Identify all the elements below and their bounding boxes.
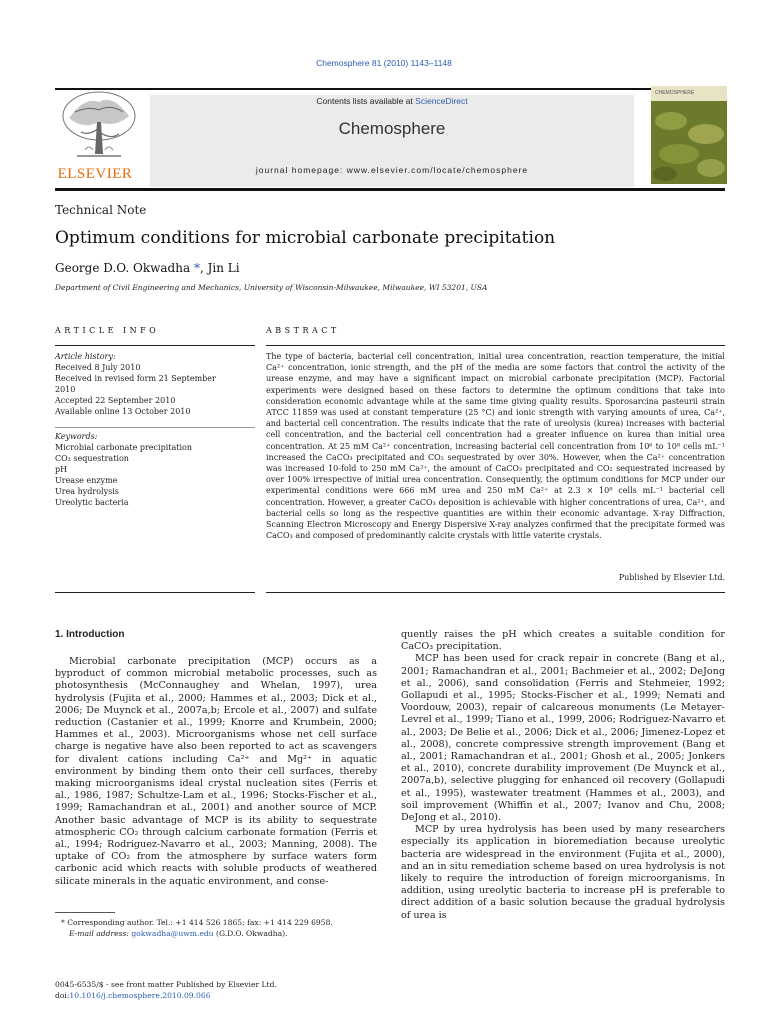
header-bottom-rule bbox=[55, 188, 725, 191]
article-title: Optimum conditions for microbial carbonate precipitation bbox=[55, 228, 556, 248]
corresponding-author-mark[interactable]: * bbox=[193, 261, 200, 275]
corresponding-author-note: * Corresponding author. Tel.: +1 414 526 1865; fax: +1 414 229 6958. bbox=[61, 918, 333, 927]
abstract-rule bbox=[266, 345, 725, 346]
author-affiliation: Department of Civil Engineering and Mechanics, University of Wisconsin-Milwaukee, Milwaukee, WI 53201, USA bbox=[55, 283, 488, 292]
author-list: George D.O. Okwadha *, Jin Li bbox=[55, 261, 240, 275]
article-info-heading: ARTICLE INFO bbox=[55, 326, 160, 335]
keyword: Urea hydrolysis bbox=[55, 487, 119, 496]
publisher-name[interactable]: ELSEVIER bbox=[57, 166, 133, 182]
intro-paragraph: quently raises the pH which creates a suitable condition for CaCO₃ precipitation. bbox=[401, 629, 725, 653]
header-top-rule bbox=[55, 88, 725, 90]
section-heading-introduction: 1. Introduction bbox=[55, 629, 125, 640]
published-by: Published by Elsevier Ltd. bbox=[618, 573, 725, 582]
keyword: Microbial carbonate precipitation bbox=[55, 443, 192, 452]
keyword: Urease enzyme bbox=[55, 476, 118, 485]
journal-homepage[interactable]: journal homepage: www.elsevier.com/locate/chemosphere bbox=[255, 165, 529, 175]
footnote-rule bbox=[55, 912, 115, 913]
author-name: Jin Li bbox=[207, 261, 240, 275]
abstract-heading: ABSTRACT bbox=[266, 326, 340, 335]
info-rule bbox=[55, 345, 255, 346]
author-name: George D.O. Okwadha bbox=[55, 261, 191, 275]
journal-citation[interactable]: Chemosphere 81 (2010) 1143–1148 bbox=[316, 58, 452, 68]
keyword: pH bbox=[55, 465, 68, 474]
footnote: * Corresponding author. Tel.: +1 414 526 1865; fax: +1 414 229 6958. E-mail address: gokwadha@uwm.edu (G.D.O. Okwadha). bbox=[55, 917, 377, 939]
abstract-bottom-rule bbox=[266, 592, 725, 593]
abstract-text: The type of bacteria, bacterial cell concentration, initial urea concentration, reaction temperature, the initial Ca²⁺ concentration, ionic strength, and the pH of the media are some factors that control the activity of the urease enzyme, and may have a significant impact on microbial carbonate precipitation (MCP). Factorial experiments were designed based on these factors to determine the optimum conditions that take into consideration economic advantage while at the same time giving quality results. Sporosarcina pasteurii strain ATCC 11859 was used at constant temperature (25 °C) and ionic strength with varying amounts of urea, Ca²⁺, and bacterial cell concentration. The results indicate that the rate of ureolysis (kurea) increases with bacterial cell concentration, and the bacterial cell concentration had a greater influence on kurea than initial urea concentration. At 25 mM Ca²⁺ concentration, increasing bacterial cell concentration from 10⁶ to 10⁸ cells mL⁻¹ increased the CaCO₃ precipitated and CO₂ sequestrated by over 30%. However, when the Ca²⁺ concentration was increased 10-fold to 250 mM Ca²⁺, the amount of CaCO₃ precipitated and CO₂ sequestrated increased by over 100% irrespective of initial urea concentration. Consequently, the optimum conditions for MCP under our experimental conditions were 666 mM urea and 250 mM Ca²⁺ at 2.3 × 10⁸ cells mL⁻¹ bacterial cell concentration. However, a greater CaCO₃ deposition is achievable with higher concentrations of urea, Ca²⁺, and bacterial cells so long as the respective quantities are within their economic advantage. X-ray Diffraction, Scanning Electron Microscopy and Energy Dispersive X-ray analyzes confirmed that the precipitate formed was CaCO₃ and composed of predominantly calcite crystals with little vaterite crystals. bbox=[266, 352, 725, 541]
keyword: Ureolytic bacteria bbox=[55, 498, 129, 507]
cover-title: CHEMOSPHERE bbox=[655, 90, 695, 96]
sciencedirect-link[interactable]: ScienceDirect bbox=[415, 96, 468, 106]
contents-line: Contents lists available at ScienceDirect bbox=[316, 96, 468, 106]
left-column bbox=[55, 656, 377, 888]
article-history: Article history: Received 8 July 2010 Received in revised form 21 September 2010 Accepted 22 September 2010 Available online 13 October 2010 bbox=[55, 352, 216, 416]
keyword: CO₂ sequestration bbox=[55, 454, 129, 463]
article-type: Technical Note bbox=[55, 203, 147, 217]
intro-paragraph: MCP has been used for crack repair in concrete (Bang et al., 2001; Ramachandran et al., 2001; Bachmeier et al., 2002; DeJong et al., 2006), sand consolidation (Ferris and Stehmeier, 1992; Gollapudi et al., 1995; Stocks-Fischer et al., 1999; Nemati and Voordouw, 2003), repair of calcareous monuments (Le Metayer-Levrel et al., 1999; Tiano et al., 1999, 2006; Rodriguez-Navarro et al., 2003; De Belie et al., 2006; Dick et al., 2006; Jimenez-Lopez et al., 2008), concrete compressive strength improvement (Bang et al., 2001; Ramachandran et al., 2001; Ghosh et al., 2005; Jonkers et al., 2010), concrete durability improvement (De Muynck et al., 2007a,b), selective plugging for enhanced oil recovery (Gollapudi et al., 1995), wastewater treatment (Hammes et al., 2003), and soil improvement (Whiffin et al., 2007; Ivanov and Chu, 2008; DeJong et al., 2010). bbox=[401, 653, 725, 824]
intro-paragraph: MCP by urea hydrolysis has been used by many researchers especially its application in bioremediation because ureolytic bacteria are widespread in the environment (Fujita et al., 2000), and an in situ remediation scheme based on urea hydrolysis is not likely to require the introduction of foreign microorganisms. In addition, using ureolytic bacteria to increase pH is preferable to direct addition of a basic solution because the gradual hydrolysis of urea is bbox=[401, 824, 725, 921]
journal-cover-image bbox=[651, 86, 727, 184]
doi-link[interactable]: 10.1016/j.chemosphere.2010.09.066 bbox=[69, 991, 211, 1000]
right-column bbox=[401, 629, 725, 922]
issn-line: 0045-6535/$ - see front matter Published by Elsevier Ltd. bbox=[55, 980, 277, 989]
journal-name: Chemosphere bbox=[338, 119, 446, 138]
email-link[interactable]: gokwadha@uwm.edu bbox=[131, 929, 214, 938]
page-footer: 0045-6535/$ - see front matter Published by Elsevier Ltd. doi:10.1016/j.chemosphere.2010.09.066 bbox=[55, 980, 277, 1000]
journal-header-box bbox=[150, 95, 634, 187]
intro-paragraph: Microbial carbonate precipitation (MCP) occurs as a byproduct of common microbial metabolic processes, such as photosynthesis (McConnaughey and Whelan, 1997), urea hydrolysis (Fujita et al., 2000; Hammes et al., 2003; Dick et al., 2006; De Muynck et al., 2007a,b; Ercole et al., 2007) and sulfate reduction (Castanier et al., 1999; Knorre and Krumbein, 2000; Hammes et al., 2003). Microorganisms whose net cell surface charge is negative have also been reported to act as scavengers for divalent cations including Ca²⁺ and Mg²⁺ in aquatic environment by binding them onto their cell surfaces, thereby making microorganisms ideal crystal nucleation sites (Ferris et al., 1986, 1987; Schultze-Lam et al., 1996; Stocks-Fischer et al., 1999; Ramachandran et al., 2001) and another source of MCP. Another basic advantage of MCP is its ability to sequestrate atmospheric CO₂ through calcium carbonate formation (Ferris et al., 1994; Rodriguez-Navarro et al., 2003; Manning, 2008). The uptake of CO₂ from the atmosphere by surface waters form carbonic acid which reacts with soluble products of weathered silicate minerals in the aquatic environment, and conse- bbox=[55, 656, 377, 887]
info-divider bbox=[55, 427, 255, 428]
info-bottom-rule bbox=[55, 592, 255, 593]
keywords-block: Keywords: Microbial carbonate precipitation CO₂ sequestration pH Urease enzyme Urea hydrolysis Ureolytic bacteria bbox=[55, 432, 192, 507]
